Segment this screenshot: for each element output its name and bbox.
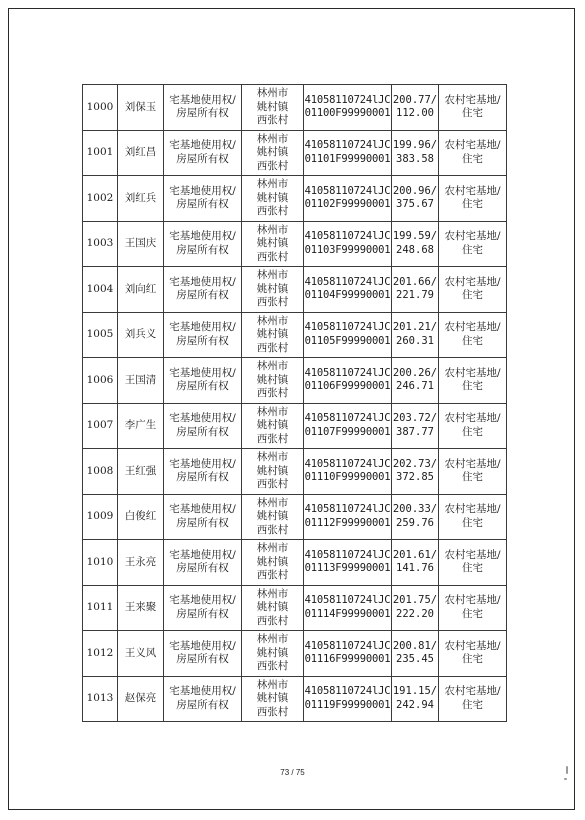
owner-name-cell: 李广生 (118, 403, 164, 449)
location-line: 西张村 (256, 387, 289, 399)
table-row (83, 631, 507, 677)
area-values-line: 235.45 (396, 653, 434, 666)
unit-code-line: 01101F99990001 (304, 152, 391, 165)
owner-name-cell: 刘兵义 (118, 312, 164, 358)
land-usage-cell (439, 221, 507, 267)
area-values-line: 201.66/ (392, 275, 438, 288)
area-values-line: 112.00 (396, 107, 434, 120)
area-values-line: 246.71 (396, 380, 434, 393)
location-cell (242, 312, 304, 358)
area-values-line: 383.58 (396, 152, 434, 165)
land-usage-line: 农村宅基地/ (444, 412, 501, 425)
unit-code-line: 01100F99990001 (304, 107, 391, 120)
land-usage-line: 农村宅基地/ (444, 366, 501, 379)
table-row (83, 403, 507, 449)
unit-code-cell (304, 85, 392, 131)
owner-name-cell: 王红强 (118, 449, 164, 495)
land-usage-line: 农村宅基地/ (444, 139, 501, 152)
location-line: 林州市 (256, 451, 289, 463)
land-usage-cell (439, 358, 507, 404)
unit-code-line: 01110F99990001 (304, 471, 391, 484)
right-type-line: 宅基地使用权/ (169, 321, 236, 334)
unit-code-cell (304, 540, 392, 586)
right-type-line: 房屋所有权 (176, 152, 229, 165)
right-type-line: 宅基地使用权/ (169, 457, 236, 470)
unit-code-line: 01105F99990001 (304, 334, 391, 347)
table-row (83, 130, 507, 176)
location-cell (242, 449, 304, 495)
unit-code-line: 41058110724lJC (304, 139, 391, 152)
location-line: 西张村 (256, 432, 289, 445)
owner-name-cell: 王国庆 (118, 221, 164, 267)
land-usage-cell (439, 403, 507, 449)
table-row (83, 312, 507, 358)
location-line: 姚村镇 (256, 328, 289, 340)
location-line: 西张村 (256, 159, 289, 172)
unit-code-cell (304, 585, 392, 631)
table-row (83, 494, 507, 540)
location-line: 姚村镇 (256, 146, 289, 158)
land-usage-line: 住宅 (462, 516, 483, 529)
owner-name-cell: 王义风 (118, 631, 164, 677)
unit-code-line: 41058110724lJC (304, 457, 391, 470)
unit-code-cell (304, 449, 392, 495)
unit-code-line: 01119F99990001 (304, 698, 391, 711)
location-cell (242, 176, 304, 222)
unit-code-line: 41058110724lJC (304, 230, 391, 243)
right-type-cell (164, 176, 242, 222)
land-usage-line: 农村宅基地/ (444, 321, 501, 334)
location-line: 西张村 (256, 660, 289, 672)
record-number-cell: 1010 (83, 540, 118, 586)
right-type-line: 宅基地使用权/ (169, 275, 236, 288)
land-usage-line: 农村宅基地/ (444, 594, 501, 607)
right-type-cell (164, 494, 242, 540)
table-row (83, 540, 507, 586)
area-values-line: 375.67 (396, 198, 434, 211)
area-values-line: 201.61/ (392, 548, 438, 561)
land-usage-line: 住宅 (462, 334, 483, 347)
owner-name-cell: 刘红昌 (118, 130, 164, 176)
owner-name-cell: 刘向红 (118, 267, 164, 313)
location-cell (242, 494, 304, 540)
area-values-cell (392, 494, 439, 540)
location-cell (242, 221, 304, 267)
right-type-line: 宅基地使用权/ (169, 639, 236, 652)
owner-name-cell: 赵保亮 (118, 676, 164, 722)
record-number-cell: 1004 (83, 267, 118, 313)
area-values-line: 201.75/ (392, 594, 438, 607)
record-number-cell: 1002 (83, 176, 118, 222)
record-number-cell: 1006 (83, 358, 118, 404)
area-values-cell (392, 221, 439, 267)
location-line: 林州市 (256, 542, 289, 554)
right-type-line: 房屋所有权 (176, 380, 229, 393)
table-row (83, 85, 507, 131)
location-line: 林州市 (256, 678, 289, 691)
right-type-line: 宅基地使用权/ (169, 139, 236, 152)
unit-code-line: 01103F99990001 (304, 243, 391, 256)
land-usage-cell (439, 267, 507, 313)
location-line: 西张村 (256, 478, 289, 490)
location-line: 姚村镇 (256, 464, 289, 477)
area-values-line: 221.79 (396, 289, 434, 302)
area-values-line: 141.76 (396, 562, 434, 575)
area-values-cell (392, 631, 439, 677)
right-type-line: 宅基地使用权/ (169, 548, 236, 561)
unit-code-line: 01113F99990001 (304, 562, 391, 575)
area-values-line: 248.68 (396, 243, 434, 256)
owner-name-cell: 白俊红 (118, 494, 164, 540)
location-line: 西张村 (256, 569, 289, 581)
location-line: 林州市 (256, 269, 289, 281)
scan-mark (564, 778, 567, 780)
unit-code-cell (304, 130, 392, 176)
area-values-line: 199.96/ (392, 139, 438, 152)
record-number-cell: 1013 (83, 676, 118, 722)
location-cell (242, 130, 304, 176)
right-type-cell (164, 676, 242, 722)
right-type-line: 房屋所有权 (176, 425, 229, 438)
location-line: 林州市 (256, 405, 289, 418)
record-number-cell: 1000 (83, 85, 118, 131)
right-type-line: 宅基地使用权/ (169, 93, 236, 106)
land-usage-line: 住宅 (462, 698, 483, 711)
unit-code-cell (304, 221, 392, 267)
owner-name-cell: 刘红兵 (118, 176, 164, 222)
location-line: 西张村 (256, 341, 289, 354)
unit-code-line: 01112F99990001 (304, 516, 391, 529)
right-type-cell (164, 403, 242, 449)
unit-code-line: 41058110724lJC (304, 93, 391, 106)
unit-code-line: 01107F99990001 (304, 425, 391, 438)
unit-code-line: 41058110724lJC (304, 548, 391, 561)
table-row (83, 585, 507, 631)
owner-name-cell: 王来聚 (118, 585, 164, 631)
area-values-cell (392, 267, 439, 313)
record-number-cell: 1001 (83, 130, 118, 176)
location-line: 林州市 (256, 496, 289, 509)
location-line: 姚村镇 (256, 601, 289, 613)
location-line: 西张村 (256, 114, 289, 126)
right-type-cell (164, 267, 242, 313)
right-type-cell (164, 221, 242, 267)
location-line: 姚村镇 (256, 419, 289, 431)
table-row (83, 449, 507, 495)
location-cell (242, 403, 304, 449)
land-usage-line: 农村宅基地/ (444, 184, 501, 197)
area-values-line: 191.15/ (392, 685, 438, 698)
area-values-line: 203.72/ (392, 412, 438, 425)
location-line: 姚村镇 (256, 282, 289, 295)
area-values-line: 222.20 (396, 607, 434, 620)
record-number-cell: 1008 (83, 449, 118, 495)
location-line: 姚村镇 (256, 692, 289, 704)
unit-code-line: 41058110724lJC (304, 594, 391, 607)
area-values-cell (392, 130, 439, 176)
unit-code-line: 41058110724lJC (304, 412, 391, 425)
land-usage-line: 住宅 (462, 607, 483, 620)
land-usage-cell (439, 631, 507, 677)
unit-code-line: 01102F99990001 (304, 198, 391, 211)
land-usage-line: 农村宅基地/ (444, 275, 501, 288)
right-type-line: 宅基地使用权/ (169, 184, 236, 197)
right-type-cell (164, 358, 242, 404)
land-usage-cell (439, 540, 507, 586)
location-cell (242, 631, 304, 677)
right-type-line: 房屋所有权 (176, 107, 229, 120)
location-line: 姚村镇 (256, 555, 289, 568)
land-usage-cell (439, 130, 507, 176)
location-line: 林州市 (256, 360, 289, 372)
unit-code-cell (304, 267, 392, 313)
land-usage-line: 住宅 (462, 653, 483, 666)
land-usage-line: 住宅 (462, 198, 483, 211)
record-number-cell: 1009 (83, 494, 118, 540)
location-line: 西张村 (256, 205, 289, 217)
land-usage-line: 住宅 (462, 562, 483, 575)
record-number-cell: 1007 (83, 403, 118, 449)
land-usage-line: 农村宅基地/ (444, 457, 501, 470)
unit-code-line: 41058110724lJC (304, 685, 391, 698)
unit-code-line: 01106F99990001 (304, 380, 391, 393)
table-row (83, 221, 507, 267)
area-values-line: 200.96/ (392, 184, 438, 197)
unit-code-cell (304, 631, 392, 677)
location-line: 姚村镇 (256, 646, 289, 659)
location-line: 林州市 (256, 587, 289, 600)
location-line: 姚村镇 (256, 100, 289, 113)
location-line: 姚村镇 (256, 191, 289, 204)
unit-code-line: 41058110724lJC (304, 321, 391, 334)
table-row (83, 267, 507, 313)
right-type-cell (164, 585, 242, 631)
unit-code-cell (304, 312, 392, 358)
area-values-line: 260.31 (396, 334, 434, 347)
unit-code-cell (304, 494, 392, 540)
unit-code-line: 41058110724lJC (304, 366, 391, 379)
right-type-line: 房屋所有权 (176, 607, 229, 620)
right-type-line: 宅基地使用权/ (169, 685, 236, 698)
table-row (83, 676, 507, 722)
unit-code-line: 01104F99990001 (304, 289, 391, 302)
area-values-line: 200.81/ (392, 639, 438, 652)
area-values-line: 200.26/ (392, 366, 438, 379)
location-line: 林州市 (256, 87, 289, 99)
table-body (83, 85, 507, 722)
location-line: 西张村 (256, 250, 289, 263)
land-usage-cell (439, 494, 507, 540)
land-usage-line: 农村宅基地/ (444, 503, 501, 516)
owner-name-cell: 王国清 (118, 358, 164, 404)
right-type-line: 房屋所有权 (176, 289, 229, 302)
land-usage-line: 农村宅基地/ (444, 93, 501, 106)
land-usage-line: 住宅 (462, 289, 483, 302)
area-values-cell (392, 358, 439, 404)
area-values-line: 199.59/ (392, 230, 438, 243)
unit-code-cell (304, 676, 392, 722)
area-values-line: 201.21/ (392, 321, 438, 334)
location-line: 西张村 (256, 523, 289, 536)
right-type-line: 宅基地使用权/ (169, 503, 236, 516)
table-row (83, 358, 507, 404)
right-type-cell (164, 312, 242, 358)
record-number-cell: 1011 (83, 585, 118, 631)
area-values-cell (392, 585, 439, 631)
right-type-line: 房屋所有权 (176, 471, 229, 484)
area-values-line: 200.33/ (392, 503, 438, 516)
location-line: 林州市 (256, 178, 289, 190)
record-number-cell: 1012 (83, 631, 118, 677)
land-usage-line: 农村宅基地/ (444, 548, 501, 561)
owner-name-cell: 王永亮 (118, 540, 164, 586)
location-line: 姚村镇 (256, 373, 289, 386)
right-type-line: 房屋所有权 (176, 562, 229, 575)
location-cell (242, 358, 304, 404)
area-values-cell (392, 403, 439, 449)
location-line: 林州市 (256, 314, 289, 327)
unit-code-line: 01116F99990001 (304, 653, 391, 666)
location-line: 姚村镇 (256, 237, 289, 249)
area-values-line: 202.73/ (392, 457, 438, 470)
area-values-cell (392, 676, 439, 722)
location-cell (242, 540, 304, 586)
location-cell (242, 585, 304, 631)
location-line: 西张村 (256, 296, 289, 308)
location-cell (242, 676, 304, 722)
unit-code-cell (304, 403, 392, 449)
scan-mark (566, 766, 568, 774)
record-number-cell: 1003 (83, 221, 118, 267)
area-values-cell (392, 312, 439, 358)
unit-code-line: 41058110724lJC (304, 275, 391, 288)
unit-code-line: 41058110724lJC (304, 639, 391, 652)
unit-code-line: 01114F99990001 (304, 607, 391, 620)
unit-code-cell (304, 358, 392, 404)
location-line: 林州市 (256, 132, 289, 145)
location-line: 林州市 (256, 223, 289, 236)
property-records-table (82, 84, 507, 722)
land-usage-cell (439, 85, 507, 131)
table-row (83, 176, 507, 222)
location-cell (242, 267, 304, 313)
right-type-cell (164, 449, 242, 495)
location-line: 西张村 (256, 705, 289, 718)
right-type-line: 房屋所有权 (176, 334, 229, 347)
unit-code-line: 41058110724lJC (304, 503, 391, 516)
land-usage-line: 农村宅基地/ (444, 639, 501, 652)
area-values-line: 200.77/ (392, 93, 438, 106)
land-usage-line: 住宅 (462, 243, 483, 256)
area-values-line: 259.76 (396, 516, 434, 529)
right-type-line: 宅基地使用权/ (169, 366, 236, 379)
right-type-line: 房屋所有权 (176, 698, 229, 711)
right-type-line: 房屋所有权 (176, 516, 229, 529)
area-values-line: 372.85 (396, 471, 434, 484)
land-usage-line: 住宅 (462, 152, 483, 165)
land-usage-cell (439, 176, 507, 222)
location-line: 姚村镇 (256, 510, 289, 522)
right-type-cell (164, 130, 242, 176)
land-usage-line: 住宅 (462, 380, 483, 393)
right-type-cell (164, 631, 242, 677)
land-usage-line: 农村宅基地/ (444, 685, 501, 698)
right-type-cell (164, 85, 242, 131)
right-type-line: 宅基地使用权/ (169, 230, 236, 243)
area-values-cell (392, 449, 439, 495)
land-usage-cell (439, 449, 507, 495)
area-values-line: 242.94 (396, 698, 434, 711)
location-line: 林州市 (256, 633, 289, 645)
area-values-line: 387.77 (396, 425, 434, 438)
right-type-line: 房屋所有权 (176, 653, 229, 666)
location-line: 西张村 (256, 614, 289, 627)
area-values-cell (392, 540, 439, 586)
right-type-line: 房屋所有权 (176, 243, 229, 256)
record-number-cell: 1005 (83, 312, 118, 358)
land-usage-cell (439, 676, 507, 722)
land-usage-line: 农村宅基地/ (444, 230, 501, 243)
right-type-line: 房屋所有权 (176, 198, 229, 211)
right-type-line: 宅基地使用权/ (169, 594, 236, 607)
unit-code-line: 41058110724lJC (304, 184, 391, 197)
location-cell (242, 85, 304, 131)
land-usage-line: 住宅 (462, 107, 483, 120)
page-number: 73 / 75 (280, 768, 305, 777)
area-values-cell (392, 85, 439, 131)
land-usage-line: 住宅 (462, 471, 483, 484)
land-usage-cell (439, 312, 507, 358)
land-usage-cell (439, 585, 507, 631)
unit-code-cell (304, 176, 392, 222)
land-usage-line: 住宅 (462, 425, 483, 438)
owner-name-cell: 刘保玉 (118, 85, 164, 131)
right-type-line: 宅基地使用权/ (169, 412, 236, 425)
right-type-cell (164, 540, 242, 586)
area-values-cell (392, 176, 439, 222)
